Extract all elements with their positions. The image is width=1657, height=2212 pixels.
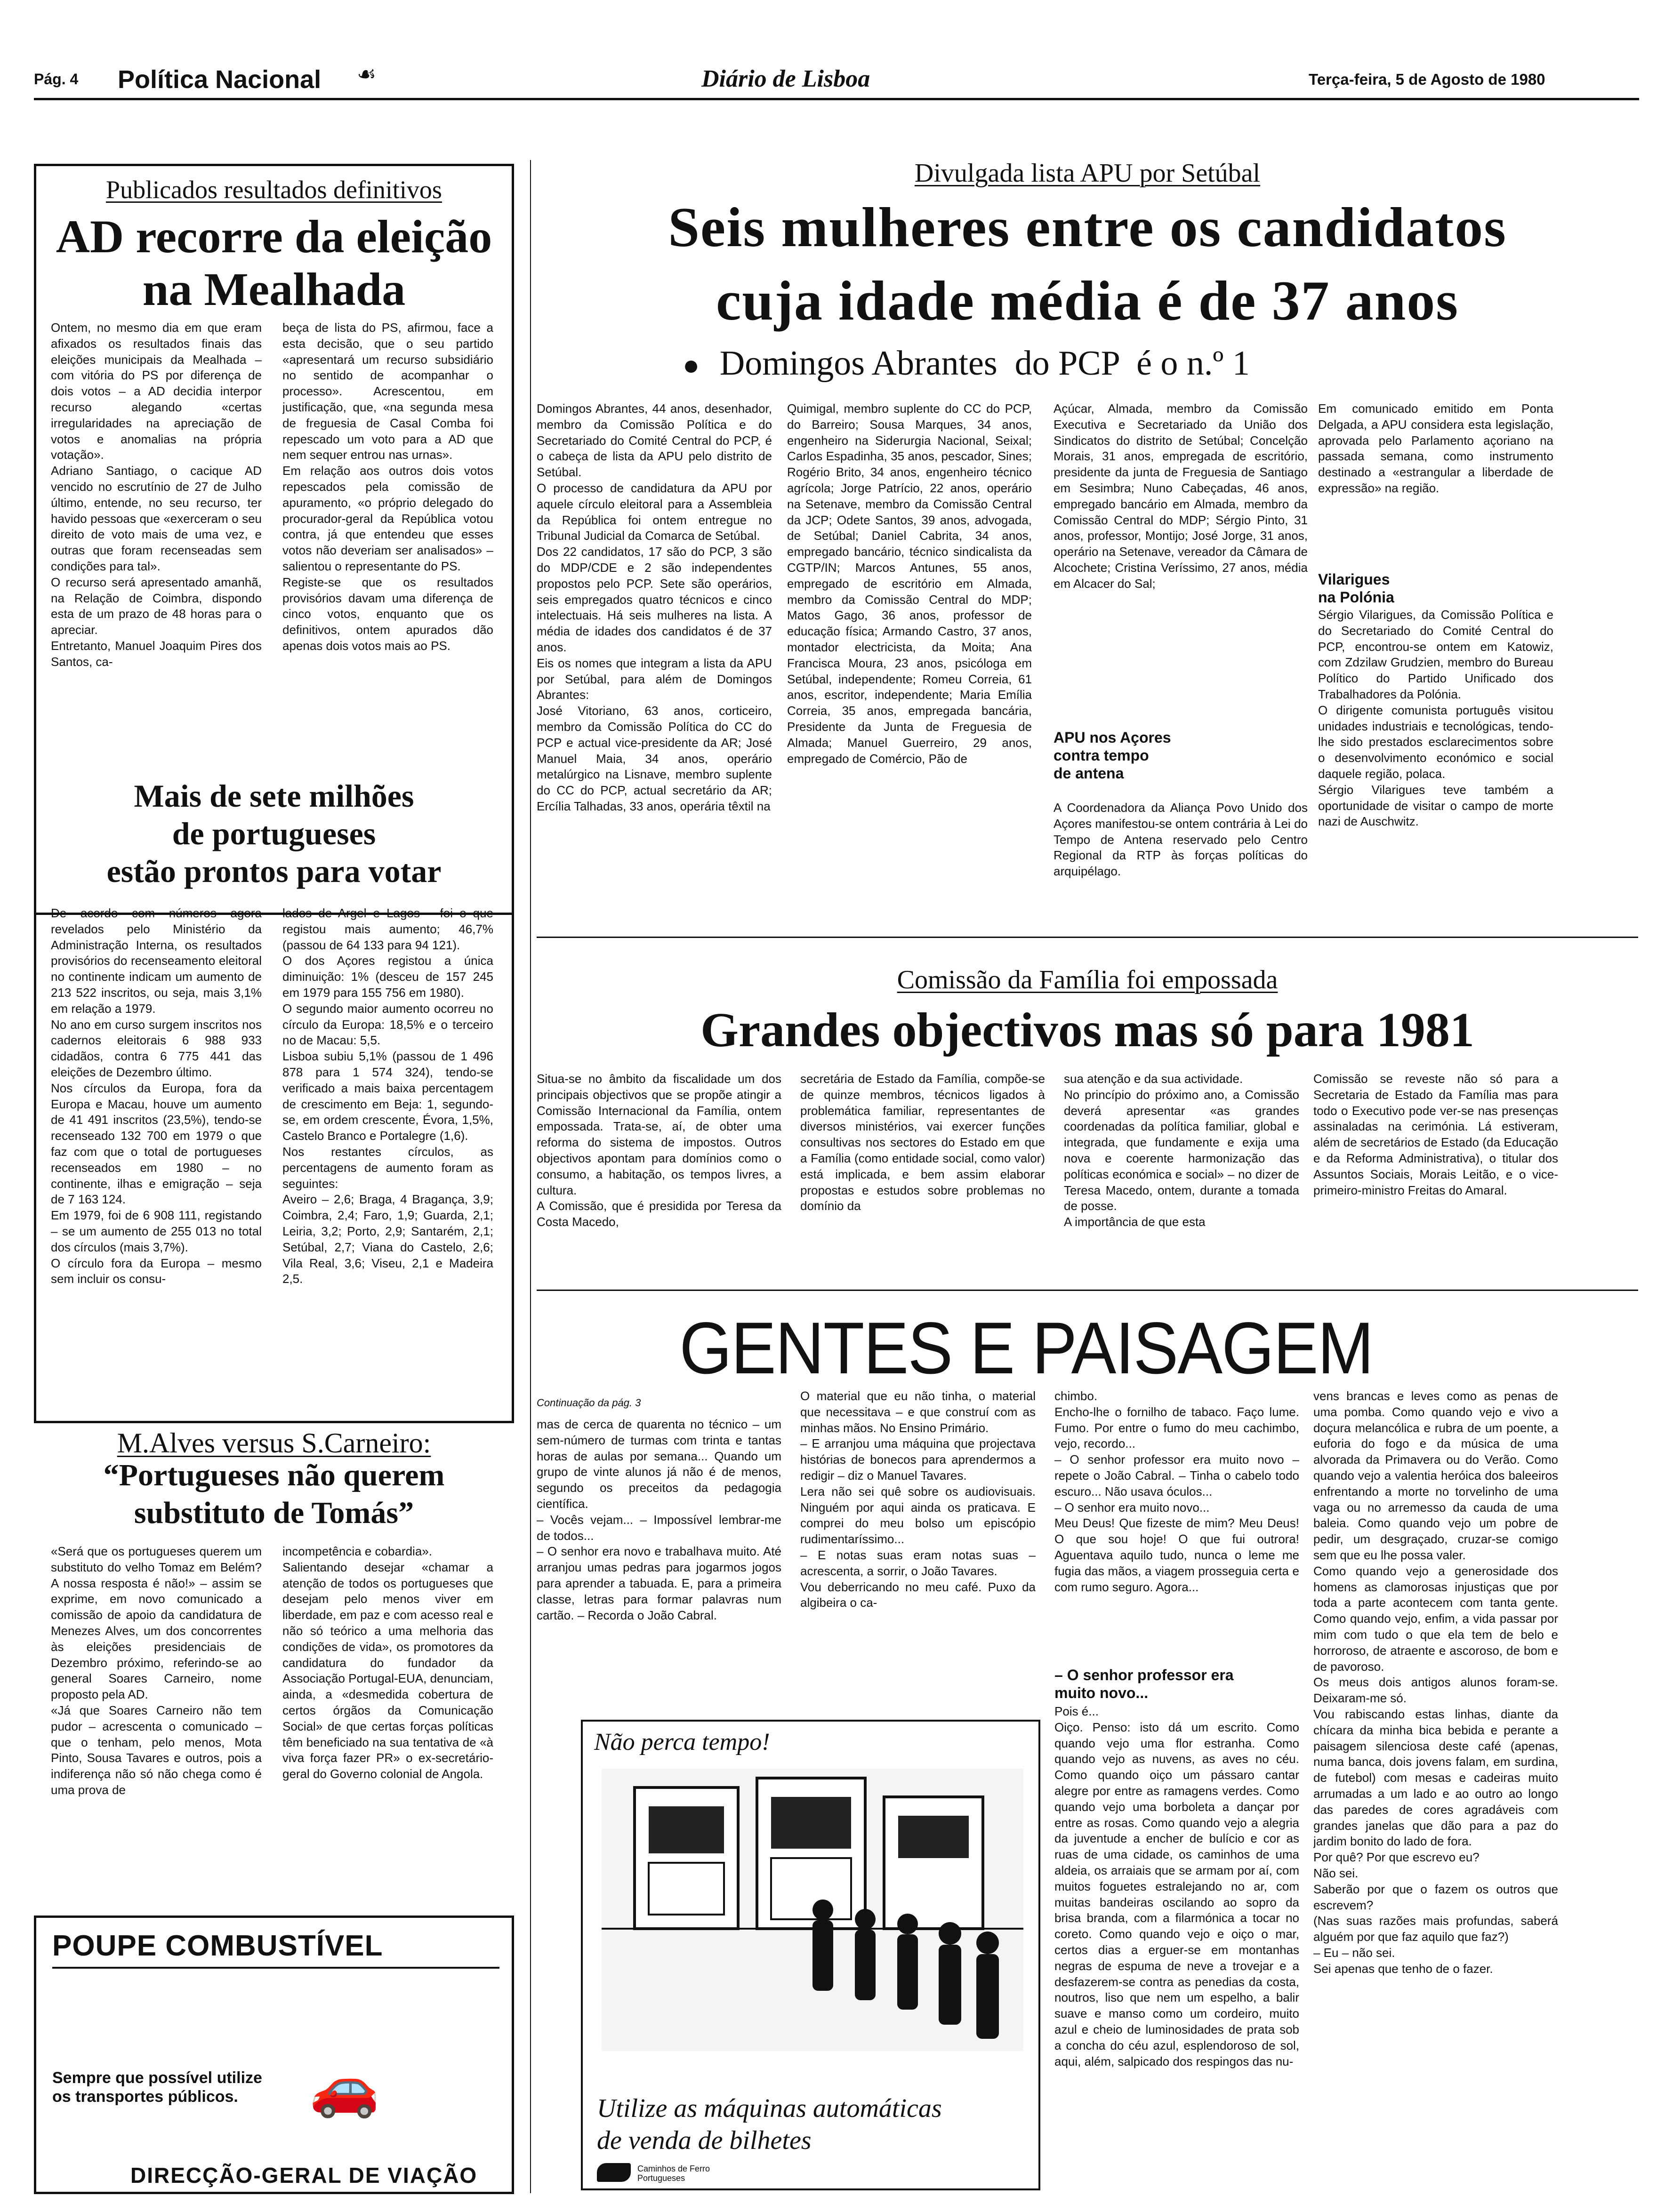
page-number: Pág. 4 — [34, 71, 79, 88]
setubal-title-line1: Seis mulheres entre os candidatos — [668, 196, 1507, 258]
rule-above-familia — [537, 937, 1638, 938]
ad-fuel-footer: DIRECÇÃO-GERAL DE VIAÇÃO — [130, 2163, 478, 2188]
left-lower-box — [34, 915, 514, 1423]
alves-title-line1: “Portugueses não querem — [103, 1458, 445, 1492]
voters-title-line3: estão prontos para votar — [106, 853, 442, 889]
vilarigues-text: Sérgio Vilarigues, da Comissão Política e do Secretariado do Comité Central do PCP, encontrou-se ontem em Katowiz, com Zdzilaw Grudzien, membro do Bureau Político do Partido Unificado dos Trabalhadores da Polónia. O dirigente comunista português visitou unidades industriais e tecnológicas, tendo-lhe sido prestados esclarecimentos sobre o desenvolvimento económico e social daquele região, polaca. Sérgio Vilarigues teve também a oportunidade de visitar o campo de morte nazi de Auschwitz. — [1318, 608, 1553, 829]
ad-cp-tickets — [581, 1720, 1040, 2190]
familia-col4: Comissão se reveste não só para a Secretaria de Estado da Família mas para todo o Executivo pode ver-se nas presenças assinaladas na cerimónia. Lá estiveram, além de secretários de Estado (da Educação e da Reforma Administrativa), o titular dos Assuntos Sociais, Morais Leitão, e o vice-primeiro-ministro Freitas do Amaral. — [1313, 1072, 1558, 1197]
gentes-continuation: Continuação da pág. 3 — [537, 1397, 641, 1409]
gentes-col3: chimbo. Encho-lhe o fornilho de tabaco. Faço lume. Fumo. Por entre o fumo do meu cachimbo, vejo, recordo... – O senhor professor era muito novo – repete o João Cabral. – Tinha o cabelo todo escuro... Não usava óculos... – O senhor era muito novo... Meu Deus! Que fizeste de mim? Meu Deus! O que sou hoje! O que fui outrora! Aguentava aquilo tudo, nunca o leme me fugia das mãos, a viagem prosseguia certa e com rumo seguro. Agora... — [1054, 1389, 1299, 1594]
mealhada-col2: beça de lista do PS, afirmou, face a esta decisão, que o seu partido «apresentará um recurso subsidiário no sentido de acompanhar o processo». Acrescentou, em justificação, que, «na segunda mesa de freguesia de Casal Comba foi repescado um voto para a AD que nem sequer entrou nas urnas». Em relação aos outros dois votos repescados pela comissão de apuramento, «o próprio delegado do procurador-geral da República votou contra, já que entendeu que esses votos não deveriam ser analisados» – salientou o representante do PS. Registe-se que os resultados provisórios davam uma diferença de cinco votos, enquanto que os definitivos, ontem apurados dão apenas dois votos mais ao PS. — [282, 321, 493, 653]
mealhada-title-line1: AD recorre da eleição — [56, 210, 492, 263]
azores-heading: APU nos Açores contra tempo de antena — [1054, 729, 1171, 782]
ad-cp-slogan-line1: Utilize as máquinas automáticas — [597, 2094, 942, 2123]
newspaper-name: Diário de Lisboa — [701, 65, 870, 92]
setubal-col2: Quimigal, membro suplente do CC do PCP, do Barreiro; Sousa Marques, 34 anos, engenheiro na Siderurgia Nacional, Seixal; Carlos Espadinha, 35 anos, pescador, Sines; Rogério Brito, 34 anos, engenheiro técnico agrícola; Jorge Patrício, 22 anos, operário na Setenave, membro da Comissão Central da JCP; Odete Santos, 39 anos, advogada, de Setúbal; Daniel Cabrita, 34 anos, empregado bancário, técnico sindicalista da CGTP/IN; Marcos Antunes, 55 anos, empregado de escritório em Almada, membro da Comissão Central do MDP; Matos Gago, 36 anos, professor de educação física; Armando Castro, 37 anos, montador electricista, da Moita; Ana Francisca Moura, 23 anos, psicóloga em Setúbal, independente; Romeu Correia, 61 anos, escritor, independente; Maria Emília Correia, 35 anos, empregada bancária, Presidente da Junta de Freguesia de Almada; Manuel Guerreiro, 29 anos, empregado de Comércio, Pão de — [787, 401, 1032, 766]
mealhada-col1: Ontem, no mesmo dia em que eram afixados os resultados finais das eleições municipais da Mealhada – com vitória do PS por diferença de dois votos – a AD decidia interpor recurso alegando «certas irregularidades na apreciação de votos e anomalias na própria votação». Adriano Santiago, o cacique AD vencido no escrutínio de 27 de Julho último, entende, no seu recurso, ter havido pessoas que «exerceram o seu direito de voto mais de uma vez, e outras que foram recenseadas sem condições para tal». O recurso será apresentado amanhã, na Relação de Coimbra, dispondo esta de um prazo de 48 horas para o apreciar. Entretanto, Manuel Joaquim Pires dos Santos, ca- — [51, 321, 262, 669]
alves-col1: «Será que os portugueses querem um substituto do velho Tomaz em Belém? A nossa resposta é não!» – assim se exprime, em novo comunicado a comissão de apoio da candidatura de Menezes Alves, um dos concorrentes às eleições presidenciais de Dezembro próximo, referindo-se ao general Soares Carneiro, nome proposto pela AD. «Já que Soares Carneiro não tem pudor – acrescenta o comunicado – que o tenham, pelo menos, Mota Pinto, Sousa Tavares e outros, pois a indiferença não só não chega como é uma prova de — [51, 1544, 262, 1797]
alves-col2: incompetência e cobardia». Salientando desejar «chamar a atenção de todos os portugueses que desejam pelo menos viver em liberdade, em paz e com acesso real e não só teórico a uma melhoria das condições de vida», os promotores da candidatura do fundador da Associação Portugal-EUA, denunciam, ainda, a «desmedida cobertura de certos órgãos da Comunicação Social» de que certas forças políticas têm beneficiado na sua tentativa de «à viva força fazer PR» o ex-secretário-geral do Governo colonial de Angola. — [282, 1544, 493, 1781]
ad-cp-slogan-line2: de venda de bilhetes — [597, 2126, 812, 2155]
familia-col2: secretária de Estado da Família, compõe-se de quinze membros, técnicos ligados à problemática familiar, representantes de diversos ministérios, vai exercer funções consultivas nos sectores do Estado em que a Família (como entidade social, como valor) está implicada, e bem assim elaborar propostas e estudos sobre problemas no domínio da — [800, 1072, 1045, 1213]
voters-title-line2: de portugueses — [172, 816, 376, 851]
setubal-col3: Açúcar, Almada, membro da Comissão Executiva e Secretariado da União dos Sindicatos do distrito de Setúbal; Concelção Morais, 31 anos, empregada de escritório, presidente da junta de Freguesia de Santiago em Sesimbra; Nuno Cabeçadas, 46 anos, empregado bancário em Almada, membro da Comissão Central do MDP; Sérgio Pinto, 31 anos, professor, Montijo; José Jorge, 31 anos, operário na Setenave, vereador da Câmara de Alcochete; Cristina Veríssimo, 27 anos, média em Alcacer do Sal; — [1054, 401, 1308, 591]
setubal-subtitle-text: Domingos Abrantes do PCP é o n.º 1 — [719, 344, 1250, 383]
gentes-col4: vens brancas e leves como as penas de uma pomba. Como quando vejo e vivo a doçura melancólica e rubra de um poente, a euforia do fogo e da música de uma alvorada da Primavera ou do Verão. Como quando vejo a valentia heróica dos baleeiros enfrentando a morte no torvelinho de uma vaga ou no arremesso da cauda de uma baleia. Como quando vejo um pobre de pedir, um desgraçado, cruzar-se comigo sem que eu lhe possa valer. Como quando vejo a generosidade dos homens as clamorosas injustiças que por toda a parte acontecem com tanta gente. Como quando vejo, enfim, a vida passar por mim com tudo o que ela tem de belo e horroroso, de atraente e ascoroso, de bom e de pavoroso. Os meus dois antigos alunos foram-se. Deixaram-me só. Vou rabiscando estas linhas, diante da chícara da minha bica bebida e perante a paisagem silenciosa deste café (apenas, numa banca, dois jovens falam, em surdina, de futebol) com mesas e cadeiras muito arrumadas a um lado e ao outro ao longo das paredes de cores agradáveis com grandes janelas que dão para a paz do jardim bonito do lado de fora. Por quê? Por que escrevo eu? Não sei. Saberão por que o fazem os outros que escrevem? (Nas suas razões mais profundas, saberá alguém por que faz aquilo que faz?) – Eu – não sei. Sei apenas que tenho de o fazer. — [1313, 1389, 1558, 1976]
voters-col1: De acordo com números agora revelados pelo Ministério da Administração Interna, os resultados provisórios do recenseamento eleitoral no continente indicam um aumento de 213 522 inscritos, ou seja, mais 3,1% em relação a 1979. No ano em curso surgem inscritos nos cadernos eleitorais 6 988 933 cidadãos, contra 6 775 441 das eleições de Dezembro último. Nos círculos da Europa, fora da Europa e Macau, houve um aumento de 41 491 inscritos (23,5%), tendo-se recenseado 132 700 em 1979 o que faz com que o total de portugueses recenseados em 1980 – no continente, ilhas e emigração – seja de 7 163 124. Em 1979, foi de 6 908 111, registando – se um aumento de 255 013 no total dos círculos (mais 3,7%). O círculo fora da Europa – mesmo sem incluir os consu- — [51, 906, 262, 1286]
section-title: Política Nacional — [118, 65, 322, 94]
ad-fuel-title: POUPE COMBUSTÍVEL — [52, 1930, 383, 1962]
voters-col2: lados de Argel e Lagos – foi o que registou mais aumento; 46,7% (passou de 64 133 para 94 121). O dos Açores registou a única diminuição: 1% (desceu de 157 245 em 1979 para 155 756 em 1980). O segundo maior aumento ocorreu no círculo da Europa: 18,5% e o terceiro no de Macau: 5,5. Lisboa subiu 5,1% (passou de 1 496 878 para 1 574 324), tendo-se verificado a mais baixa percentagem de crescimento em Beja: 1, segundo-se, em ordem crescente, Évora, 1,5%, Castelo Branco e Portalegre (1,6). Nos restantes círculos, as percentagens de aumento foram as seguintes: Aveiro – 2,6; Braga, 4 Bragança, 3,9; Coimbra, 2,4; Faro, 1,9; Guarda, 2,1; Leiria, 3,2; Porto, 2,9; Santarém, 2,1; Setúbal, 2,7; Viana do Castelo, 2,6; Vila Real, 3,6; Viseu, 2,1 e Madeira 2,5. — [282, 906, 493, 1286]
gentes-col3b: Pois é... Oiço. Penso: isto dá um escrito. Como quando vejo uma flor estranha. Como quando vejo as nuvens, as aves no céu. Como quando oiço um pássaro cantar alegre por entre as ramagens verdes. Como quando vejo uma borboleta a dançar por entre as rosas. Como quando vejo a alegria da juventude a encher de bulício e cor as ruas de uma cidade, os caminhos de uma aldeia, os arraiais que se armam por aí, com muitos foguetes estralejando no ar, com muitas bandeiras oscilando ao sopro da brisa branda, com a filarmónica a tocar no coreto. Como quando vejo e oiço o mar, certos dias a erguer-se em montanhas negras de espuma de neve a trovejar e a desfazerem-se contra as penedias da costa, noutros, liso que nem um espelho, a balir suave e manso como um cordeiro, muito azul e cheio de luminosidades de prata sob a concha do céu azul, esplendoroso de sol, aqui, além, salpicado dos respingos das nu- — [1054, 1704, 1299, 2068]
cp-logo-icon — [597, 2163, 631, 2182]
ad-fuel-rule — [52, 1967, 499, 1969]
familia-col1: Situa-se no âmbito da fiscalidade um dos principais objectivos que se propõe atingir a Comissão Internacional da Família, ontem empossada. Trata-se, aí, de obter uma reforma do sistema de impostos. Outros objectivos apontam para domínios como o consumo, a habitação, os tempos livres, a cultura. A Comissão, que é presidida por Teresa da Costa Macedo, — [537, 1072, 781, 1229]
car-icon: 🚗 — [309, 2056, 380, 2119]
masthead — [0, 0, 1657, 118]
gentes-col1: mas de cerca de quarenta no técnico – um sem-número de turmas com trinta e tantas horas de aulas por semana... Quando um grupo de vinte alunos já não é de menos, segundo os preceitos da pedagogia científica. – Vocês vejam... – Impossível lembrar-me de todos... – O senhor era novo e trabalhava muito. Até arranjou umas pedras para jogarmos jogos para aprender a tabuada. E, para a primeira classe, letras para formar palavras num cartão. – Recorda o João Cabral. — [537, 1417, 781, 1622]
gentes-col2: O material que eu não tinha, o material que necessitava – e que construí com as minhas mãos. No Ensino Primário. – E arranjou uma máquina que projectava histórias de bonecos para aprendermos a redigir – diz o Manuel Tavares. Lera não sei quê sobre os audiovisuais. Ninguém por aqui ainda os praticava. E comprei do meu bolso um episcópio rudimentaríssimo... – E notas suas eram notas suas – acrescenta, a sorrir, o João Tavares. Vou deberricando no meu café. Puxo da algibeira o ca- — [800, 1389, 1036, 1610]
azores-text-a: A Coordenadora da Aliança Povo Unido dos Açores manifestou-se ontem contrária à Lei do Tempo de Antena reservado pelo Centro Regional da RTP às forças políticas do arquipélago. — [1054, 801, 1308, 879]
ticket-machines-illustration — [602, 1769, 1023, 2051]
voters-title-line1: Mais de sete milhões — [134, 778, 414, 814]
ad-poupe-combustivel — [34, 1915, 514, 2194]
setubal-col1: Domingos Abrantes, 44 anos, desenhador, membro da Comissão Política e do Secretariado do Comité Central do PCP, é o cabeça de lista da APU pelo distrito de Setúbal. O processo de candidatura da APU por aquele círculo eleitoral para a Assembleia da República foi ontem entregue no Tribunal Judicial da Comarca de Setúbal. Dos 22 candidatos, 17 são do PCP, 3 são do MDP/CDE e 2 são independentes propostos pelo PCP. Sete são operários, seis empregados quatro técnicos e cinco intelectuais. Há seis mulheres na lista. A média de idades dos candidatos é de 37 anos. Eis os nomes que integram a lista da APU por Setúbal, para além de Domingos Abrantes: José Vitoriano, 63 anos, corticeiro, membro da Comissão Política do CC do PCP e actual vice-presidente da AR; José Manuel Maia, 34 anos, operário metalúrgico na Lisnave, membro suplente do CC do PCP, actual secretário da AR; Ercília Talhadas, 33 anos, operária têxtil na — [537, 401, 772, 813]
familia-title: Grandes objectivos mas só para 1981 — [700, 1003, 1474, 1057]
familia-kicker: Comissão da Família foi empossada — [897, 965, 1278, 994]
gentes-col3-heading: – O senhor professor era muito novo... — [1054, 1667, 1234, 1701]
vilarigues-heading: Vilarigues na Polónia — [1318, 571, 1394, 606]
gentes-title: GENTES E PAISAGEM — [679, 1307, 1373, 1389]
setubal-title-line2: cuja idade média é de 37 anos — [716, 269, 1459, 332]
masthead-ornament-icon: ☙ — [357, 61, 377, 87]
familia-col3: sua atenção e da sua actividade. No princípio do próximo ano, a Comissão deverá apresentar «as grandes coordenadas da política familiar, global e integrada, que fundamente e exija uma nova e coerente harmonização das políticas económica e social» – no dizer de Teresa Macedo, ontem, durante a tomada de posse. A importância de que esta — [1064, 1072, 1299, 1229]
setubal-subtitle — [683, 344, 1530, 384]
setubal-kicker — [537, 158, 1638, 188]
setubal-kicker-b: por Setúbal — [1133, 159, 1261, 188]
rule-above-gentes — [537, 1290, 1638, 1291]
column-divider-left — [530, 160, 531, 2193]
masthead-rule — [34, 98, 1639, 100]
alves-title-line2: substituto de Tomás” — [134, 1496, 414, 1530]
ad-cp-company: Caminhos de Ferro Portugueses — [637, 2164, 710, 2183]
alves-kicker: M.Alves versus S.Carneiro: — [117, 1427, 431, 1459]
ticket-machines-photo — [602, 1769, 1023, 2051]
ad-cp-headline: Não perca tempo! — [594, 1729, 770, 1755]
mealhada-kicker: Publicados resultados definitivos — [106, 176, 442, 204]
issue-date: Terça-feira, 5 de Agosto de 1980 — [1309, 71, 1545, 88]
bullet-icon: ● — [683, 350, 700, 381]
azores-text-b: Em comunicado emitido em Ponta Delgada, a APU considera esta legislação, aprovada pelo Parlamento açoriano na passada semana, como instrumento destinado a «estrangular a liberdade de expressão» na região. — [1318, 401, 1553, 495]
setubal-kicker-a: Divulgada lista APU — [914, 159, 1133, 188]
ad-fuel-text: Sempre que possível utilize os transportes públicos. — [52, 2069, 262, 2106]
mealhada-title-line2: na Mealhada — [142, 263, 406, 315]
